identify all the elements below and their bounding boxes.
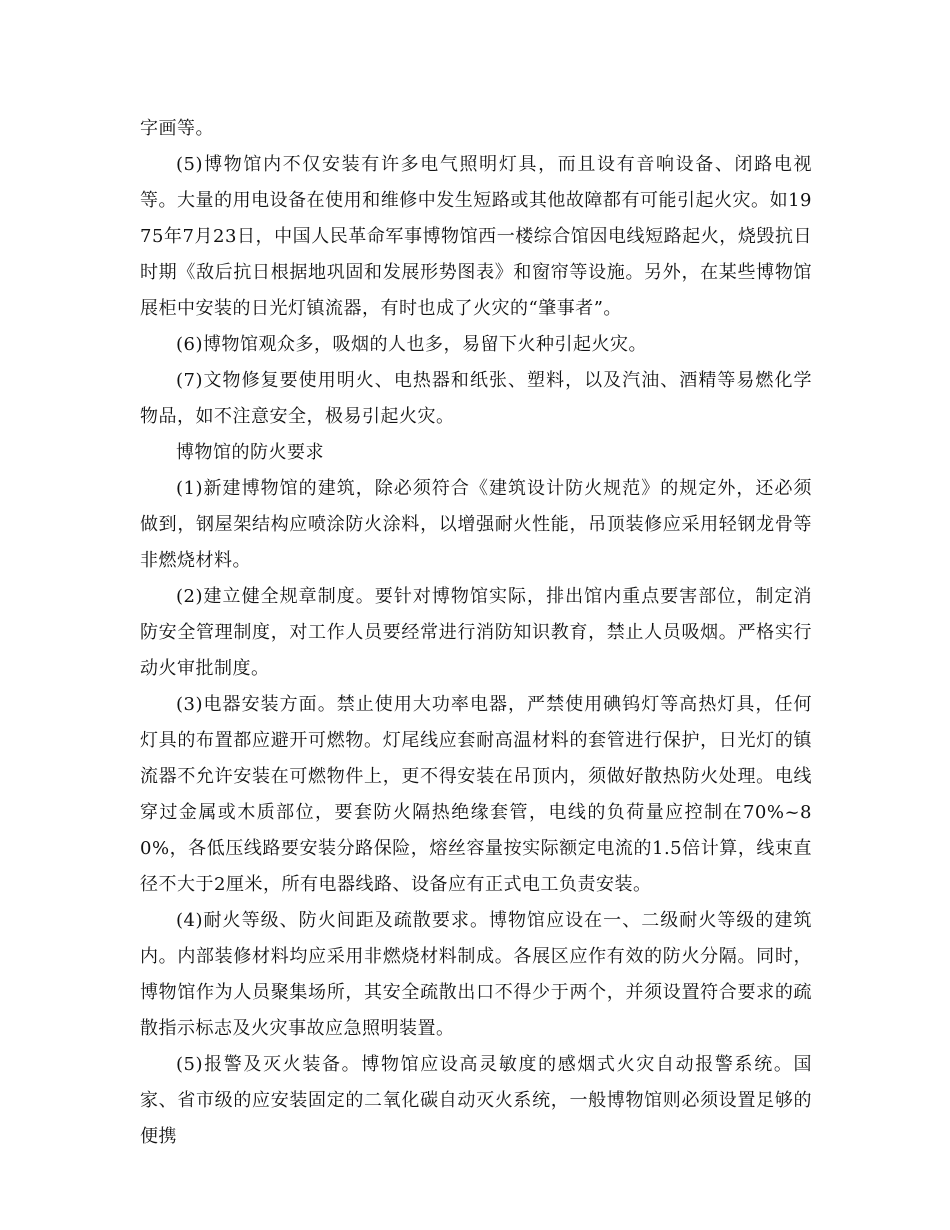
paragraph-req-5-alarm: (5)报警及灭火装备。博物馆应设高灵敏度的感烟式火灾自动报警系统。国家、省市级的应安装固定的二氧化碳自动灭火系统，一般博物馆则必须设置足够的便携 xyxy=(140,1054,812,1147)
section-heading: 博物馆的防火要求 xyxy=(176,442,324,463)
paragraph-req-2-rules: (2)建立健全规章制度。要针对博物馆实际，排出馆内重点要害部位，制定消防安全管理制度，对工作人员要经常进行消防知识教育，禁止人员吸烟。严格实行动火审批制度。 xyxy=(140,586,812,679)
paragraph-req-1-building: (1)新建博物馆的建筑，除必须符合《建筑设计防火规范》的规定外，还必须做到，钢屋架结构应喷涂防火涂料，以增强耐火性能，吊顶装修应采用轻钢龙骨等非燃烧材料。 xyxy=(140,478,812,571)
paragraph-req-4-fire-rating: (4)耐火等级、防火间距及疏散要求。博物馆应设在一、二级耐火等级的建筑内。内部装修材料均应采用非燃烧材料制成。各展区应作有效的防火分隔。同时，博物馆作为人员聚集场所，其安全疏散出口不得少于两个，并须设置符合要求的疏散指示标志及火灾事故应急照明装置。 xyxy=(140,910,812,1039)
paragraph-item-6-smoking: (6)博物馆观众多，吸烟的人也多，易留下火种引起火灾。 xyxy=(176,334,647,355)
paragraph-item-7-restoration: (7)文物修复要使用明火、电热器和纸张、塑料，以及汽油、酒精等易燃化学物品，如不注意安全，极易引起火灾。 xyxy=(140,370,812,427)
paragraph-item-5-electrical: (5)博物馆内不仅安装有许多电气照明灯具，而且设有音响设备、闭路电视等。大量的用电设备在使用和维修中发生短路或其他故障都有可能引起火灾。如1975年7月23日，中国人民革命军事博物馆西一楼综合馆因电线短路起火，烧毁抗日时期《敌后抗日根据地巩固和发展形势图表》和窗帘等设施。另外，在某些博物馆展柜中安装的日光灯镇流器，有时也成了火灾的“肇事者”。 xyxy=(140,154,812,319)
paragraph-continuation: 字画等。 xyxy=(140,118,214,139)
document-body xyxy=(140,111,812,1155)
paragraph-req-3-electrical: (3)电器安装方面。禁止使用大功率电器，严禁使用碘钨灯等高热灯具，任何灯具的布置都应避开可燃物。灯尾线应套耐高温材料的套管进行保护，日光灯的镇流器不允许安装在可燃物件上，更不得安装在吊顶内，须做好散热防火处理。电线穿过金属或木质部位，要套防火隔热绝缘套管，电线的负荷量应控制在70%~80%，各低压线路要安装分路保险，熔丝容量按实际额定电流的1.5倍计算，线束直径不大于2厘米，所有电器线路、设备应有正式电工负责安装。 xyxy=(140,694,812,895)
